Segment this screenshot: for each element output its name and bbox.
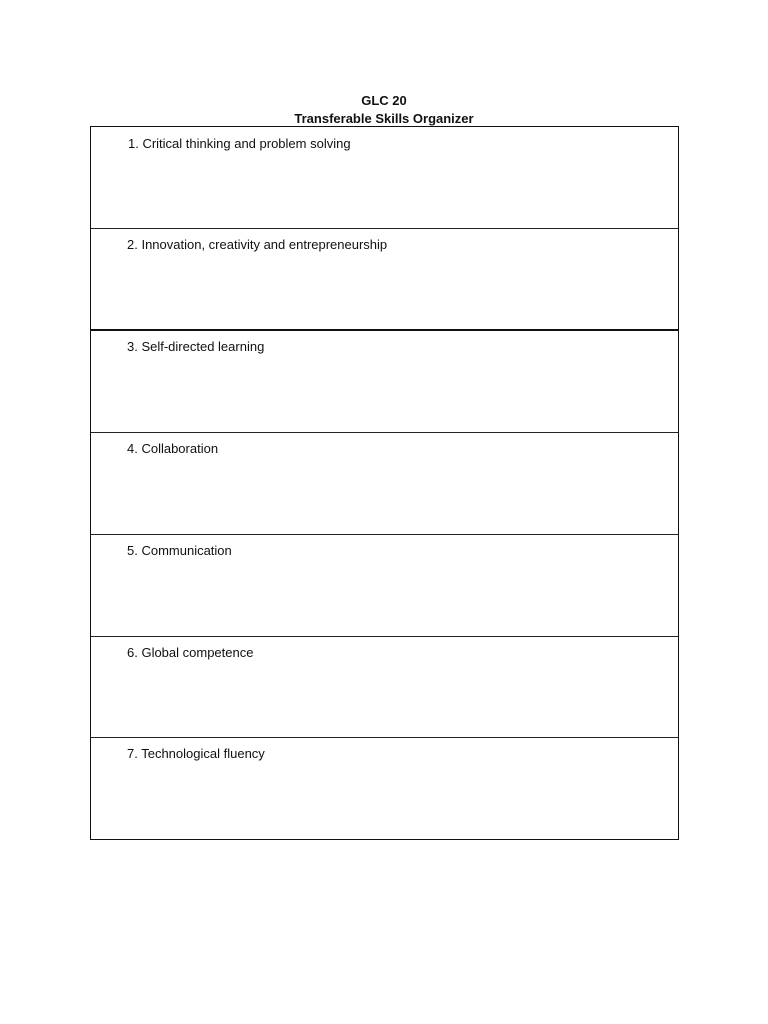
skill-label: 7. Technological fluency bbox=[127, 746, 265, 762]
skill-label: 5. Communication bbox=[127, 542, 232, 558]
skill-response-area[interactable] bbox=[91, 259, 678, 330]
skill-response-area[interactable] bbox=[91, 463, 678, 534]
skill-label: 6. Global competence bbox=[127, 644, 254, 660]
skill-label: 3. Self-directed learning bbox=[127, 339, 265, 355]
skill-row-communication bbox=[91, 534, 678, 636]
skill-row-collaboration bbox=[91, 432, 678, 534]
skill-row-critical-thinking bbox=[91, 127, 678, 228]
skill-label: 1. Critical thinking and problem solving bbox=[128, 136, 351, 151]
skill-response-area[interactable] bbox=[91, 667, 678, 738]
course-code: GLC 20 bbox=[361, 93, 407, 108]
skill-row-self-directed-learning bbox=[91, 329, 678, 432]
page-title: Transferable Skills Organizer bbox=[294, 111, 474, 126]
skill-label: 4. Collaboration bbox=[127, 441, 219, 457]
skill-row-innovation bbox=[91, 228, 678, 330]
skill-response-area[interactable] bbox=[91, 768, 678, 839]
skill-response-area[interactable] bbox=[91, 565, 678, 636]
skill-response-area[interactable] bbox=[91, 361, 678, 432]
skill-row-global-competence bbox=[91, 636, 678, 738]
document-header bbox=[0, 92, 768, 128]
skills-organizer-table bbox=[90, 126, 679, 840]
skill-row-technological-fluency bbox=[91, 737, 678, 839]
skill-response-area[interactable] bbox=[91, 157, 678, 228]
skill-label: 2. Innovation, creativity and entrepreneurship bbox=[127, 236, 388, 252]
